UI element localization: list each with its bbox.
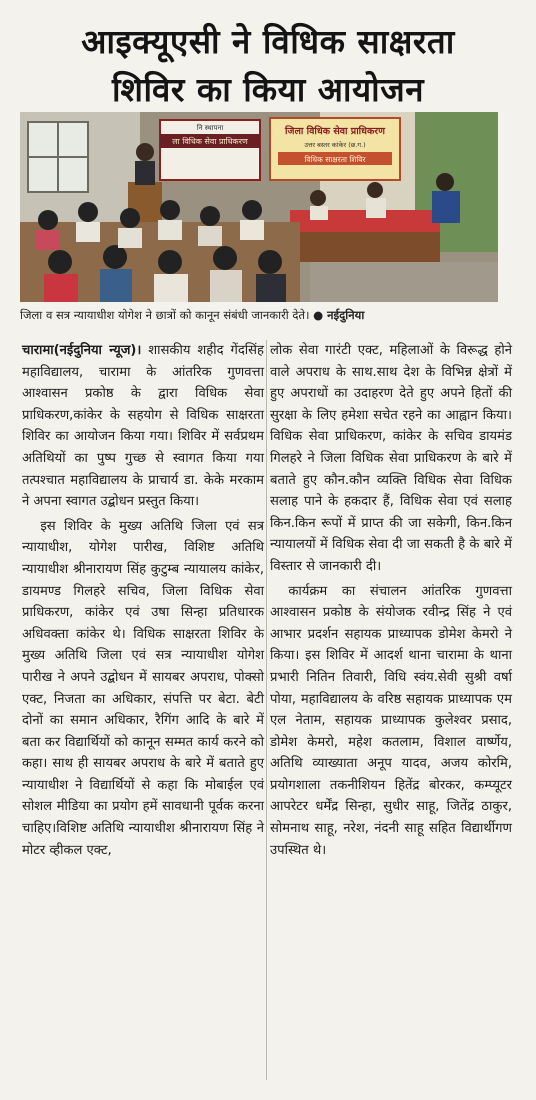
photo-caption: [20, 302, 498, 328]
caption-text: जिला व सत्र न्यायाधीश योगेश ने छात्रों को कानून संबंधी जानकारी देते।: [20, 308, 310, 322]
headline: [0, 18, 536, 114]
article-column-right: [270, 340, 512, 864]
banner-left-text: ला विधिक सेवा प्राधिकरण: [172, 137, 248, 146]
banner-right-strip: विधिक साक्षरता शिविर: [304, 155, 366, 164]
banner-right-sub: उत्तर बस्तर कांकेर (छ.ग.): [304, 141, 366, 149]
column-divider: [266, 340, 267, 1080]
dateline: चारामा(नईदुनिया न्यूज)।: [22, 343, 142, 358]
caption-brand: ● नईदुनिया: [313, 308, 365, 322]
article-paragraph: [22, 340, 264, 513]
banner-right-title: जिला विधिक सेवा प्राधिकरण: [284, 126, 386, 137]
event-photo: [20, 112, 498, 302]
article-text: शासकीय शहीद गेंदसिंह महाविद्यालय, चारामा के आंतरिक गुणवत्ता आश्वासन प्रकोष्ठ के द्वारा विधिक सेवा प्राधिकरण,कांकेर के सहयोग से विधिक साक्षरता शिविर का आयोजन किया गया। शिविर में सर्वप्रथम अतिथियों का पुष्प गुच्छ से स्वागत किया गया तत्पश्चात महाविद्यालय के प्राचार्य डा. केके मरकाम ने अपना स्वागत उद्बोधन प्रस्तुत किया।: [22, 343, 264, 510]
headline-line-2: शिविर का किया आयोजन: [111, 70, 425, 109]
banner-left-small-text: नि स्थापना: [196, 124, 224, 132]
article-paragraph: लोक सेवा गारंटी एक्ट, महिलाओं के विरूद्ध होने वाले अपराध के साथ.साथ देश के विभिन्न क्षेत्रों में हुए अपराधों का उदाहरण देते हुए अपने हितों की सुरक्षा के लिए हमेशा सचेत रहने का आह्वान किया।विधिक सेवा प्राधिकरण, कांकेर के सचिव डायमंड गिलहरे ने जिला विधिक सेवा प्राधिकरण के बारे में बताते हुए कौन.कौन व्यक्ति विधिक सेवा विधिक सलाह पाने के हकदार हैं, विधिक सेवा एवं सलाह किन.किन रूपों में प्राप्त की जा सकेगी, किन.किन न्यायालयों में विधिक सेवा दी जा सकती है के बारे में विस्तार से जानकारी दी।: [270, 343, 512, 574]
article-column-left: [22, 340, 264, 864]
article-paragraph: कार्यक्रम का संचालन आंतरिक गुणवत्ता आश्वासन प्रकोष्ठ के संयोजक रवीन्द्र सिंह ने एवं आभार प्रदर्शन सहायक प्राध्यापक डोमेश केमरो ने किया। इस शिविर में आदर्श थाना चारामा के थाना प्रभारी नितिन तिवारी, विधि स्वंय.सेवी सुश्री वर्षा पोया, महाविद्यालय के वरिष्ठ सहायक प्राध्यापक एम एल नेताम, सहायक प्राध्यापक कुलेश्वर प्रसाद, डोमेश केमरो, महेश कतलाम, विशाल वार्ष्णेय, अतिथि व्याख्याता अनूप यादव, अजय कोरमि, प्रयोगशाला तकनीशियन हितेंद्र बोरकर, कम्प्यूटर आपरेटर धर्मेंद्र सिन्हा, सुधीर साहू, जितेंद्र ठाकुर, सोमनाथ साहू, नरेश, नंदनी साहू सहित विद्यार्थीगण उपस्थित थे।: [270, 583, 512, 858]
article-paragraph: इस शिविर के मुख्य अतिथि जिला एवं सत्र न्यायाधीश, योगेश पारीख, विशिष्ट अतिथि न्यायाधीश श्रीनारायण सिंह कुटुम्ब न्यायालय कांकेर, डायमण्ड गिलहरे सचिव, जिला विधिक सेवा प्राधिकरण, कांकेर एवं उषा सिन्हा प्रतिधारक अधिवक्ता कांकेर थे। विधिक साक्षरता शिविर के मुख्य अतिथि जिला एवं सत्र न्यायाधीश योगेश पारीख ने अपने उद्बोधन में सायबर अपराध, पोक्सो एक्ट, निजता का अधिकार, संपत्ति पर बेटा. बेटी दोनों का समान अधिकार, रैगिंग आदि के बारे में बता कर विद्यार्थियों को कानून सम्मत कार्य करने को कहा। साथ ही सायबर अपराध के बारे में बताते हुए न्यायाधीश ने विद्यार्थियों से कहा कि मोबाईल एवं सोशल मीडिया का प्रयोग हमें सावधानी पूर्वक करना चाहिए।विशिष्ट अतिथि न्यायाधीश श्रीनारायण सिंह ने मोटर व्हीकल एक्ट,: [22, 518, 264, 858]
headline-line-1: आइक्यूएसी ने विधिक साक्षरता: [81, 22, 455, 61]
